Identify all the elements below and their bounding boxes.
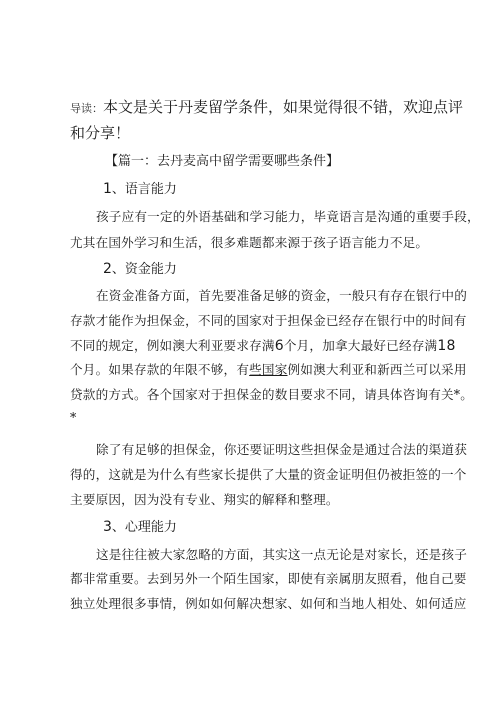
text-segment: 例如澳大利亚和新西兰可以采用 [287,362,467,377]
text-segment: 个月。如果存款的年限不够，有 [70,362,250,377]
heading-text: 、语言能力 [111,182,177,197]
heading-text: 、资金能力 [111,262,177,277]
paragraph-2-line-2: 存款才能作为担保金，不同的国家对于担保金已经存在银行中的时间有 [70,313,467,328]
paragraph-1-line-2: 尤其在国外学习和生活，很多难题都来源于孩子语言能力不足。 [70,235,429,250]
intro-line-1 [70,96,463,117]
paragraph-1-line-1: 孩子应有一定的外语基础和学习能力，毕竟语言是沟通的重要手段， [96,209,480,224]
paragraph-2-line-3 [70,335,456,354]
section-title: 【篇一：去丹麦高中留学需要哪些条件】 [105,154,340,169]
paragraph-4-line-2: 都非常重要。去到另外一个陌生国家，即使有亲属朋友照看，他自己要 [70,571,467,586]
paragraph-3-line-3: 主要原因，因为没有专业、翔实的解释和整理。 [70,492,339,507]
paragraph-4-line-1: 这是往往被大家忽略的方面，其实这一点无论是对家长，还是孩子 [96,547,468,562]
paragraph-4-line-3: 独立处理很多事情，例如如何解决想家、如何和当地人相处、如何适应 [70,596,467,611]
text-segment: 不同的规定，例如澳大利亚要求存满 [70,338,275,353]
number-18: 18 [437,338,456,354]
paragraph-2-line-1: 在资金准备方面，首先要准备足够的资金，一般只有存在银行中的 [96,288,468,303]
paragraph-3-line-1: 除了有足够的担保金，你还要证明这些担保金是通过合法的渠道获 [96,442,468,457]
heading-text: 、心理能力 [111,520,177,535]
underlined-text: 些国家 [249,362,288,377]
heading-funds [103,258,177,277]
paragraph-3-line-2: 得的，这就是为什么有些家长提供了大量的资金证明但仍被拒签的一个 [70,467,467,482]
heading-number: 1 [103,181,112,197]
paragraph-2-line-6: * [70,410,77,425]
heading-language [103,178,177,197]
heading-number: 3 [103,519,112,535]
paragraph-2-line-4 [70,359,467,378]
heading-psychology [103,516,177,535]
heading-number: 2 [103,261,112,277]
paragraph-2-line-5: 贷款的方式。各个国家对于担保金的数目要求不同，请具体咨询有关*。 [70,387,474,402]
intro-line-2: 和分享！ [70,124,131,142]
intro-lead: 导读： [70,102,103,115]
number-6: 6 [274,338,284,354]
text-segment: 个月，加拿大最好已经存满 [283,338,438,353]
intro-text: 本文是关于丹麦留学条件，如果觉得很不错，欢迎点评 [103,98,464,116]
